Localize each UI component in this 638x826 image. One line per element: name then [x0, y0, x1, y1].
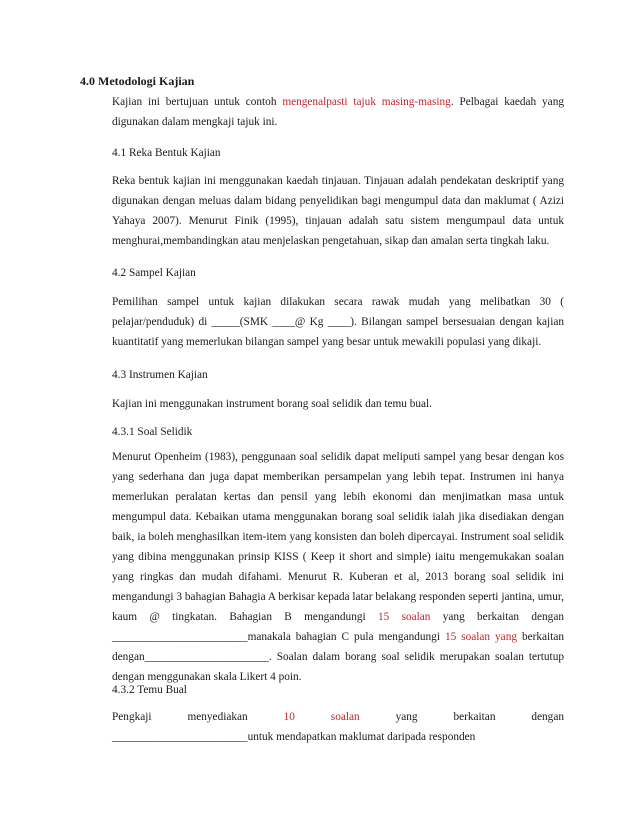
paragraph-4-1: Reka bentuk kajian ini menggunakan kaedah tinjauan. Tinjauan adalah pendekatan deskriptif yang digunakan dengan meluas dalam bidang penyelidikan bagi mengumpul data dan maklumat ( Azizi Yahaya 2007). Menurut Finik (1995), tinjauan adalah satu sistem mengumpaul data untuk menghurai,membandingkan atau menjelaskan pengetahuan, sikap dan amalan serta tingkah laku.: [112, 175, 564, 247]
subsection-title-4-1: 4.1 Reka Bentuk Kajian: [112, 147, 221, 159]
red-text-15-soalan-yang: 15 soalan yang: [444, 631, 517, 643]
intro-red-text: mengenalpasti tajuk masing-masing: [282, 96, 451, 108]
red-text-15-soalan: 15 soalan: [377, 611, 431, 623]
subsection-title-4-3-1: 4.3.1 Soal Selidik: [112, 426, 193, 438]
paragraph-4-3-1-part-a: Menurut Openheim (1983), penggunaan soal selidik dapat meliputi sampel yang besar dengan kos yang sederhana dan juga dapat memberikan persampelan yang lebih tepat. Instrumen ini hanya memerlukan peralatan kertas dan pensil yang lebih ekonomi dan menjimatkan masa untuk mengumpul data. Kebaikan utama menggunakan borang soal selidik ialah jika disediakan dengan baik, ia boleh menghasilkan item-item yang konsisten dan boleh dipercayai. Instrument soal selidik yang dibina menggunakan prinsip KISS ( Keep it short and simple) iaitu mengemukakan soalan yang ringkas dan mudah difahami. Menurut R. Kuberan et al, 2013 borang soal selidik ini mengandungi 3 bahagian Bahagia A berkisar kepada latar belakang responden seperti jantina, umur, kaum @ tingkatan. Bahagian B mengandungi: [112, 451, 564, 623]
subsection-title-4-3: 4.3 Instrumen Kajian: [112, 369, 208, 381]
paragraph-4-3-2: [112, 707, 564, 747]
word-berkaitan: berkaitan: [453, 711, 496, 723]
paragraph-4-3-2-line-1: [112, 707, 564, 727]
word-menyediakan: menyediakan: [187, 711, 248, 723]
paragraph-4-3-2-line-2: ________________________untuk mendapatkan maklumat daripada responden: [112, 731, 476, 743]
paragraph-4-2: Pemilihan sampel untuk kajian dilakukan secara rawak mudah yang melibatkan 30 ( pelajar/penduduk) di _____(SMK ____@ Kg ____). Bilangan sampel bersesuaian dengan kajian kuantitatif yang memerlukan bilangan sampel yang besar untuk mewakili populasi yang dikaji.: [112, 296, 564, 348]
word-yang: yang: [395, 711, 418, 723]
intro-text-after: . Pelbagai kaedah yang digunakan dalam mengkaji tajuk ini.: [112, 96, 564, 128]
paragraph-4-3-1: [112, 447, 564, 687]
paragraph-4-3: Kajian ini menggunakan instrument borang soal selidik dan temu bual.: [112, 398, 433, 410]
paragraph-4-3-1-part-c: berkaitan dengan______________________. Soalan dalam borang soal selidik merupakan soalan tertutup dengan menggunakan skala Likert 4 poin.: [112, 631, 564, 683]
word-dengan: dengan: [531, 711, 564, 723]
intro-paragraph: [112, 92, 564, 132]
section-heading: 4.0 Metodologi Kajian: [80, 74, 195, 88]
subsection-title-4-3-2: 4.3.2 Temu Bual: [112, 684, 187, 696]
intro-text-before: Kajian ini bertujuan untuk contoh: [112, 96, 283, 108]
paragraph-4-3-1-part-b: yang berkaitan dengan ________________________manakala bahagian C pula mengandungi: [112, 611, 564, 643]
word-pengkaji: Pengkaji: [112, 711, 152, 723]
subsection-title-4-2: 4.2 Sampel Kajian: [112, 267, 196, 279]
red-text-10-soalan: 10 soalan: [283, 711, 360, 723]
